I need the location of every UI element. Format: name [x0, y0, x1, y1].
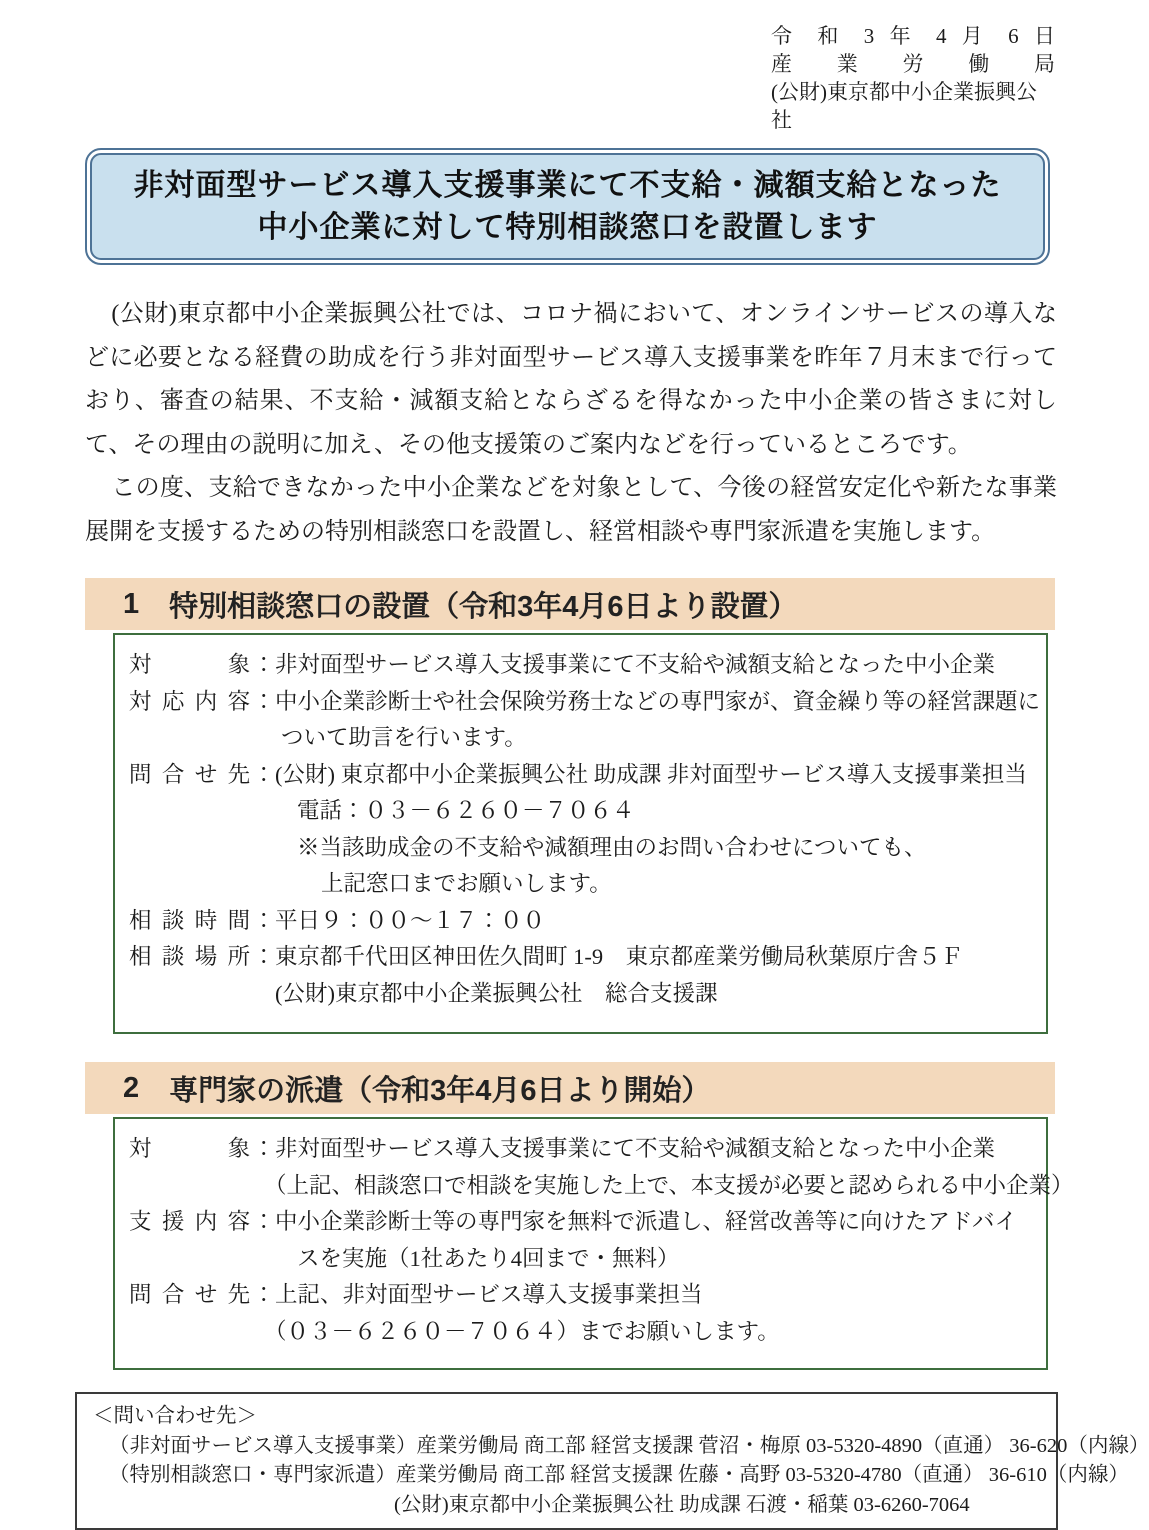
footer-row-kousha [87, 1491, 1046, 1521]
section1-title: 特別相談窓口の設置（令和3年4月6日より設置） [169, 584, 797, 625]
section1-row-hours [129, 903, 1030, 940]
section2-row-target [129, 1131, 1030, 1168]
row-label [129, 1168, 275, 1205]
section1-row-note [129, 830, 1030, 867]
section1-row-services [129, 684, 1030, 721]
section2-title: 専門家の派遣（令和3年4月6日より開始） [169, 1068, 710, 1109]
header-organization: (公財)東京都中小企業振興公社 [771, 78, 1055, 134]
row-label [129, 976, 275, 1013]
row-text: 東京都千代田区神田佐久間町 1-9 東京都産業労働局秋葉原庁舎５Ｆ [275, 939, 1030, 976]
row-label: 問 合 せ 先： [129, 757, 275, 794]
row-label: 対 象： [129, 647, 275, 684]
title-line-2: 中小企業に対して特別相談窓口を設置します [100, 207, 1035, 249]
document-page [0, 22, 1125, 1521]
section1-row-phone [129, 793, 1030, 830]
footer-row-value: 産業労働局 商工部 経営支援課 佐藤・高野 03-5320-4780（直通） 36-610（内線） [396, 1461, 1129, 1491]
row-label: 対 象： [129, 1131, 275, 1168]
header-bureau: 産 業 労 働 局 [771, 50, 1055, 78]
section1-row-place-cont [129, 976, 1030, 1013]
section2-box [113, 1117, 1048, 1370]
row-label: 問 合 せ 先： [129, 1277, 275, 1314]
header-date: 令 和 3 年 4 月 6 日 [771, 22, 1055, 50]
row-label [129, 720, 275, 757]
row-label [129, 1314, 275, 1351]
row-label: 相 談 時 間： [129, 903, 275, 940]
section1-box [113, 633, 1048, 1034]
row-text: 非対面型サービス導入支援事業にて不支給や減額支給となった中小企業 [275, 647, 1030, 684]
row-label: 相 談 場 所： [129, 939, 275, 976]
section2-number: 2 [123, 1072, 139, 1105]
row-label [129, 830, 275, 867]
row-label [129, 866, 275, 903]
row-text: （０３－６２６０－７０６４）までお願いします。 [264, 1314, 1030, 1351]
title-box [85, 148, 1050, 265]
footer-row-label: （特別相談窓口・専門家派遣） [109, 1461, 396, 1491]
footer-row-nontaimen [87, 1432, 1046, 1462]
footer-row-value: (公財)東京都中小企業振興公社 助成課 石渡・稲葉 03-6260-7064 [394, 1491, 1046, 1521]
row-label: 対 応 内 容： [129, 684, 275, 721]
row-text: ※当該助成金の不支給や減額理由のお問い合わせについても、 [297, 830, 1030, 867]
row-text: （上記、相談窓口で相談を実施した上で、本支援が必要と認められる中小企業） [264, 1168, 1074, 1205]
intro-paragraph-2: この度、支給できなかった中小企業などを対象として、今後の経営安定化や新たな事業展開を支援するための特別相談窓口を設置し、経営相談や専門家派遣を実施します。 [85, 467, 1057, 554]
section2-row-support-cont [129, 1241, 1030, 1278]
row-text: (公財)東京都中小企業振興公社 総合支援課 [275, 976, 1030, 1013]
title-line-1: 非対面型サービス導入支援事業にて不支給・減額支給となった [100, 165, 1035, 207]
row-text: 平日９：００～１７：００ [275, 903, 1030, 940]
row-text: 中小企業診断士や社会保険労務士などの専門家が、資金繰り等の経営課題に [275, 684, 1040, 721]
row-label [129, 793, 275, 830]
section2-row-contact [129, 1277, 1030, 1314]
section1-row-contact [129, 757, 1030, 794]
footer-row-label: （非対面サービス導入支援事業） [109, 1432, 417, 1462]
row-text: 電話：０３－６２６０－７０６４ [297, 793, 1030, 830]
section1-row-services-cont [129, 720, 1030, 757]
footer-heading: ＜問い合わせ先＞ [87, 1402, 1046, 1432]
row-text: 非対面型サービス導入支援事業にて不支給や減額支給となった中小企業 [275, 1131, 1030, 1168]
document-header [771, 22, 1055, 134]
intro-paragraph-1: (公財)東京都中小企業振興公社では、コロナ禍において、オンラインサービスの導入などに必要となる経費の助成を行う非対面型サービス導入支援事業を昨年７月末まで行っており、審査の結果、不支給・減額支給とならざるを得なかった中小企業の皆さまに対して、その理由の説明に加え、その他支援策のご案内などを行っているところです。 [85, 293, 1057, 467]
section2-row-support [129, 1204, 1030, 1241]
section2-header [85, 1062, 1055, 1114]
section1-row-note-cont [129, 866, 1030, 903]
section1-header [85, 578, 1055, 630]
row-text: 上記窓口までお願いします。 [321, 866, 1030, 903]
footer-contact-box [75, 1392, 1058, 1530]
row-text: 上記、非対面型サービス導入支援事業担当 [275, 1277, 1030, 1314]
title-box-inner [90, 153, 1045, 260]
row-text: スを実施（1社あたり4回まで・無料） [297, 1241, 1030, 1278]
row-label: 支 援 内 容： [129, 1204, 275, 1241]
footer-row-label [109, 1491, 394, 1521]
intro-paragraphs [85, 293, 1057, 554]
footer-row-soudan [87, 1461, 1046, 1491]
footer-row-value: 産業労働局 商工部 経営支援課 菅沼・梅原 03-5320-4890（直通） 36-620（内線） [417, 1432, 1149, 1462]
section1-row-target [129, 647, 1030, 684]
section1-row-place [129, 939, 1030, 976]
row-text: ついて助言を行います。 [281, 720, 1030, 757]
row-text: 中小企業診断士等の専門家を無料で派遣し、経営改善等に向けたアドバイ [275, 1204, 1030, 1241]
section2-row-contact-cont [129, 1314, 1030, 1351]
row-label [129, 1241, 275, 1278]
row-text: (公財) 東京都中小企業振興公社 助成課 非対面型サービス導入支援事業担当 [275, 757, 1030, 794]
section1-number: 1 [123, 588, 139, 621]
section2-row-target-cont [129, 1168, 1030, 1205]
